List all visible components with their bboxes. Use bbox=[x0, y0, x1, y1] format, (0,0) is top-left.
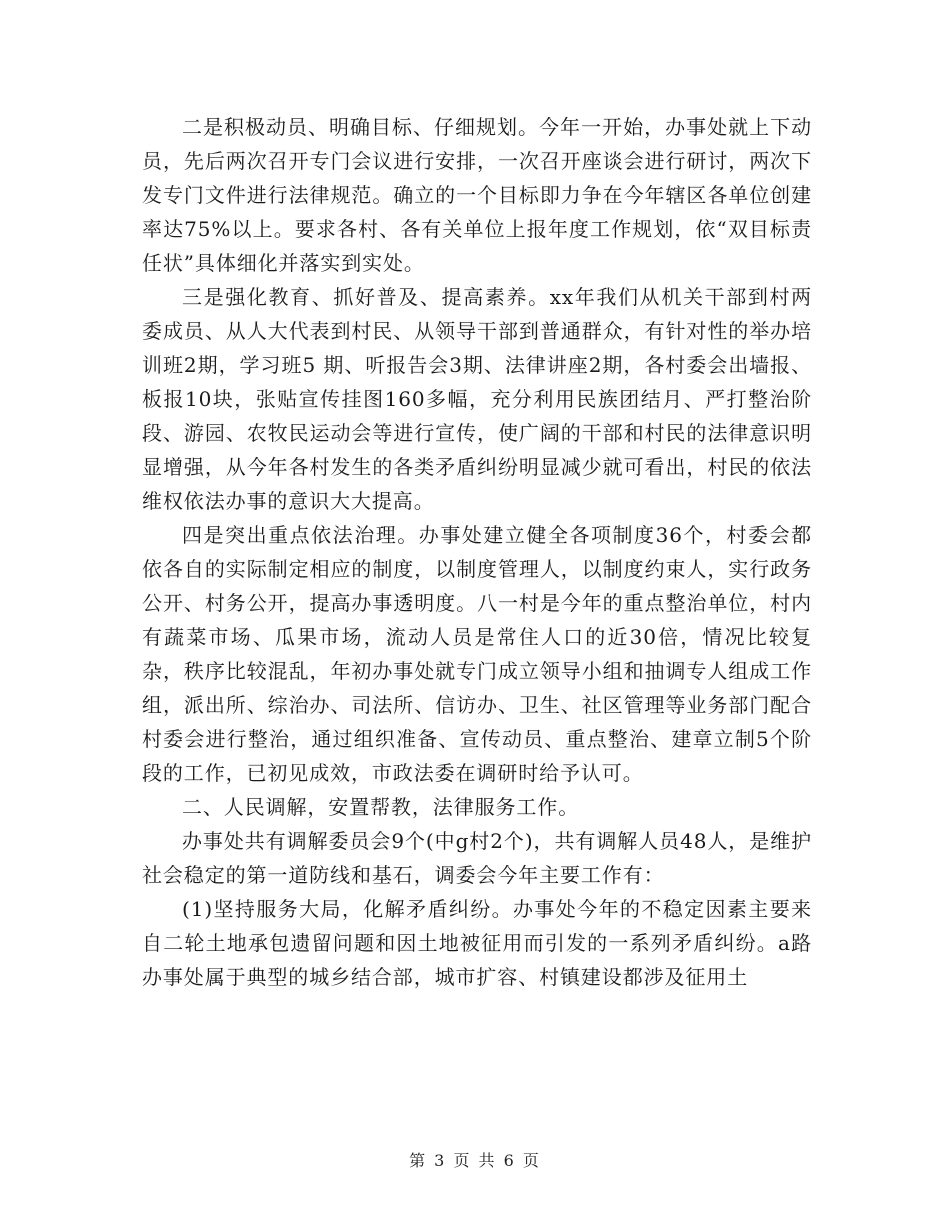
document-body bbox=[142, 110, 812, 994]
paragraph-mobilization: 二是积极动员、明确目标、仔细规划。今年一开始，办事处就上下动员，先后两次召开专门会议进行安排，一次召开座谈会进行研讨，两次下发专门文件进行法律规范。确立的一个目标即力争在今年辖区各单位创建率达75%以上。要求各村、各有关单位上报年度工作规划，依“双目标责任状”具体细化并落实到实处。 bbox=[142, 115, 812, 275]
section-heading-mediation: 二、人民调解，安置帮教，法律服务工作。 bbox=[182, 795, 580, 819]
paragraph-governance: 四是突出重点依法治理。办事处建立健全各项制度36个，村委会都依各自的实际制定相应的制度，以制度管理人，以制度约束人，实行政务公开、村务公开，提高办事透明度。八一村是今年的重点整治单位，村内有蔬菜市场、瓜果市场，流动人员是常住人口的近30倍，情况比较复杂，秩序比较混乱，年初办事处就专门成立领导小组和抽调专人组成工作组，派出所、综治办、司法所、信访办、卫生、社区管理等业务部门配合村委会进行整治，通过组织准备、宣传动员、重点整治、建章立制5个阶段的工作，已初见成效，市政法委在调研时给予认可。 bbox=[142, 523, 812, 785]
paragraph-mediation-overview: 办事处共有调解委员会9个(中g村2个)，共有调解人员48人，是维护社会稳定的第一道防线和基石，调委会今年主要工作有： bbox=[142, 829, 812, 887]
page-number: 第 3 页 共 6 页 bbox=[409, 1151, 541, 1170]
paragraph-education: 三是强化教育、抓好普及、提高素养。xx年我们从机关干部到村两委成员、从人大代表到村民、从领导干部到普通群众，有针对性的举办培训班2期，学习班5 期、听报告会3期、法律讲座2期，各村委会出墙报、板报10块，张贴宣传挂图160多幅，充分利用民族团结月、严打整治阶段、游园、农牧民运动会等进行宣传，使广阔的干部和村民的法律意识明显增强，从今年各村发生的各类矛盾纠纷明显减少就可看出，村民的依法维权依法办事的意识大大提高。 bbox=[142, 285, 812, 513]
paragraph-resolve-disputes: (1)坚持服务大局，化解矛盾纠纷。办事处今年的不稳定因素主要来自二轮土地承包遗留问题和因土地被征用而引发的一系列矛盾纠纷。a路办事处属于典型的城乡结合部，城市扩容、村镇建设都涉及征用土 bbox=[142, 897, 812, 989]
